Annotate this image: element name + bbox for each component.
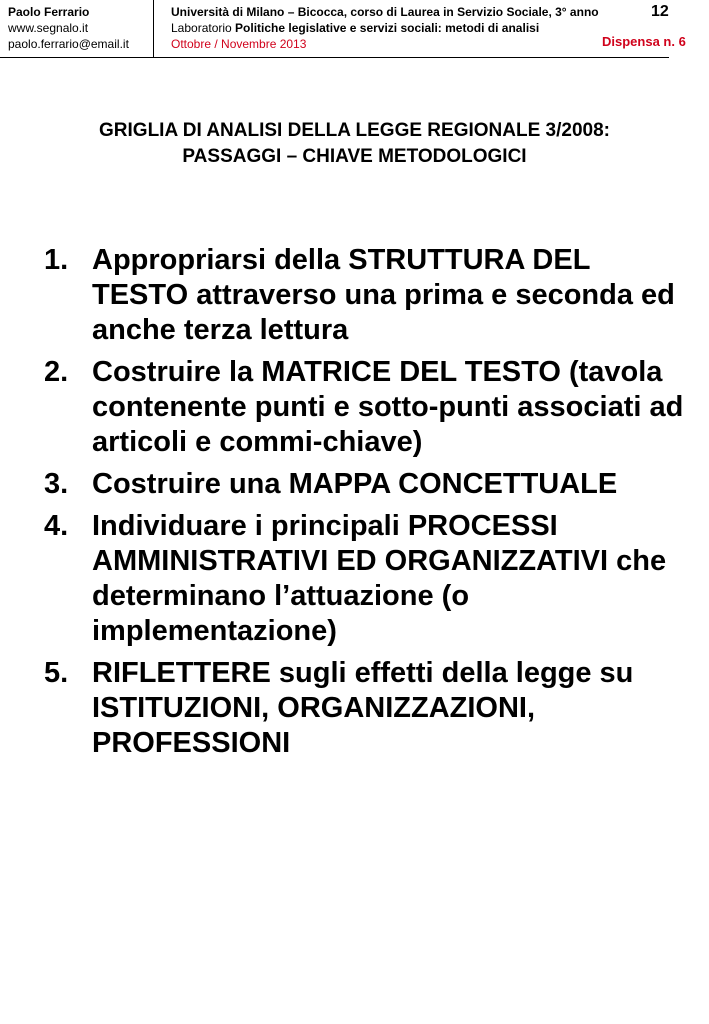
author-name: Paolo Ferrario	[8, 5, 90, 19]
header-horizontal-divider	[0, 57, 669, 58]
university-line: Università di Milano – Bicocca, corso di Laurea in Servizio Sociale, 3° anno	[171, 5, 599, 19]
step-text: Individuare i principali PROCESSI AMMINISTRATIVI ED ORGANIZZATIVI che determinano l’attuazione (o implementazione)	[92, 510, 667, 647]
page-number: 12	[651, 3, 669, 20]
lab-prefix: Laboratorio	[171, 21, 236, 35]
dispensa-label: Dispensa n. 6	[602, 34, 686, 49]
author-website: www.segnalo.it	[8, 21, 89, 35]
step-number: 1.	[44, 244, 69, 276]
list-item	[44, 243, 684, 348]
course-block	[171, 4, 599, 52]
list-item	[44, 509, 684, 649]
step-text: Appropriarsi della STRUTTURA DEL TESTO attraverso una prima e seconda ed anche terza lettura	[92, 244, 675, 346]
step-number: 4.	[44, 510, 69, 542]
title-line-1: GRIGLIA DI ANALISI DELLA LEGGE REGIONALE 3/2008:	[99, 120, 610, 141]
document-title	[0, 118, 709, 170]
list-item	[44, 355, 684, 460]
step-number: 2.	[44, 356, 69, 388]
author-block	[8, 4, 129, 52]
steps-list	[44, 243, 684, 768]
list-item	[44, 467, 684, 502]
period-line: Ottobre / Novembre 2013	[171, 37, 307, 51]
step-text: RIFLETTERE sugli effetti della legge su ISTITUZIONI, ORGANIZZAZIONI, PROFESSIONI	[92, 657, 634, 759]
header-vertical-divider	[153, 0, 154, 58]
author-email: paolo.ferrario@email.it	[8, 37, 129, 51]
title-line-2: PASSAGGI – CHIAVE METODOLOGICI	[182, 146, 527, 167]
page-header	[0, 0, 709, 58]
list-item	[44, 656, 684, 761]
lab-line	[171, 20, 599, 36]
step-number: 5.	[44, 657, 69, 689]
step-text: Costruire la MATRICE DEL TESTO (tavola contenente punti e sotto-punti associati ad articoli e commi-chiave)	[92, 356, 684, 458]
step-text: Costruire una MAPPA CONCETTUALE	[92, 468, 618, 500]
step-number: 3.	[44, 468, 69, 500]
lab-course-name: Politiche legislative e servizi sociali: metodi di analisi	[235, 21, 540, 35]
